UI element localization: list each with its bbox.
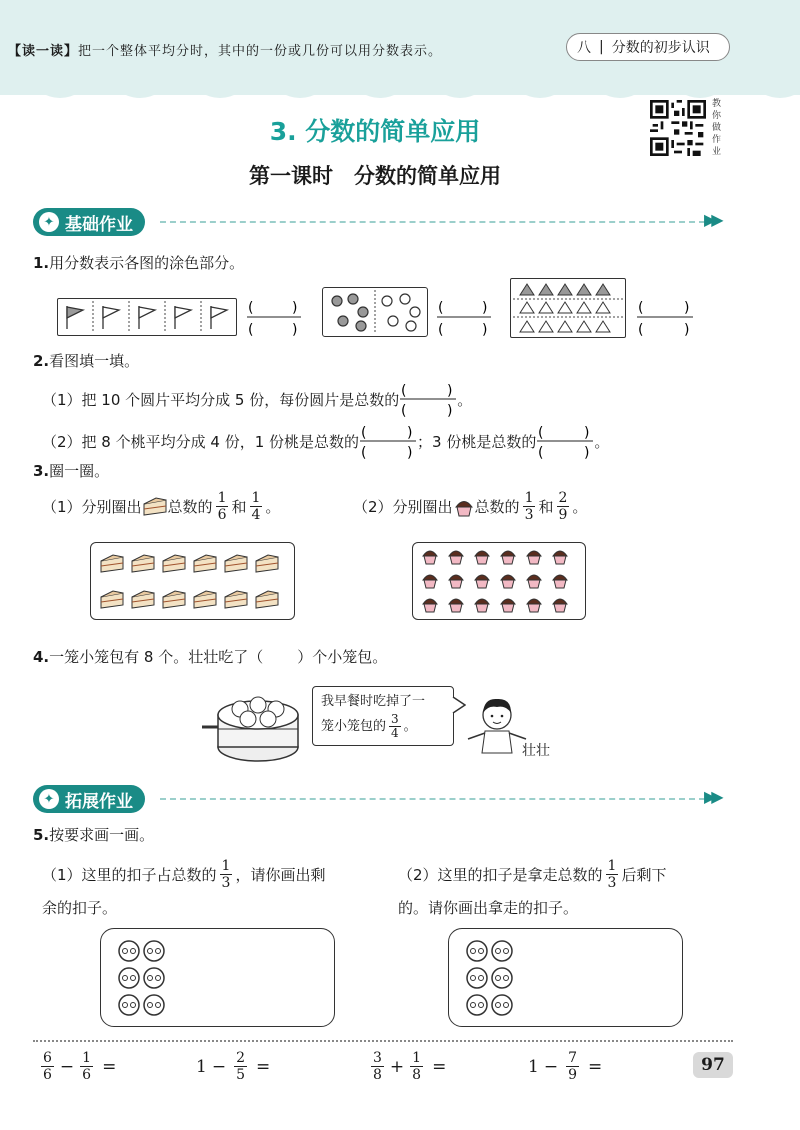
- svg-text:): ): [407, 445, 413, 460]
- svg-text:): ): [584, 445, 590, 460]
- flag-figure: [57, 298, 237, 336]
- read-label: 【读一读】: [8, 44, 79, 59]
- question-number: 3.: [33, 462, 50, 480]
- svg-text:): ): [292, 322, 298, 338]
- section-extend-label: 拓展作业: [65, 791, 133, 812]
- fraction-3-4: $\frac{3}{4}$: [391, 712, 399, 740]
- bubble-line-2: 笼小笼包的 $\frac{3}{4}$ 。: [321, 712, 417, 740]
- svg-text:): ): [407, 425, 413, 441]
- fraction-blank[interactable]: [246, 296, 302, 338]
- question-text: 用分数表示各图的涂色部分。: [49, 254, 245, 272]
- cake-grid: [91, 543, 294, 619]
- exercise-3: $\frac{3}{8}$ + $\frac{1}{8}$ =: [373, 1050, 447, 1083]
- svg-text:(: (: [438, 300, 444, 316]
- section-divider: [160, 221, 705, 223]
- svg-text:): ): [447, 383, 453, 399]
- svg-text:): ): [482, 300, 488, 316]
- cake-icon: [142, 496, 168, 518]
- part-text: 余的扣子。: [42, 899, 118, 917]
- svg-text:(: (: [361, 445, 367, 460]
- period: 。: [594, 432, 610, 451]
- read-text: 把一个整体平均分时，其中的一份或几份可以用分数表示。: [78, 44, 443, 59]
- question-number: 1.: [33, 254, 50, 272]
- unit-tag: 八 | 分数的初步认识: [566, 33, 730, 61]
- svg-text:): ): [584, 425, 590, 441]
- exercise-2: 1 − $\frac{2}{5}$ =: [196, 1050, 271, 1083]
- question-2: [33, 350, 139, 371]
- question-text: 按要求画一画。: [49, 826, 155, 844]
- svg-text:(: (: [361, 425, 367, 441]
- steamer-basket-icon: [200, 685, 305, 765]
- question-5-part-2: （2）这里的扣子是拿走总数的 $\frac{1}{3}$ 后剩下 的。请你画出拿走的扣子。: [398, 858, 738, 918]
- svg-text:): ): [447, 403, 453, 418]
- part-text: 的。请你画出拿走的扣子。: [398, 899, 579, 917]
- question-5: [33, 824, 154, 845]
- question-text: ）个小笼包。: [297, 648, 388, 666]
- svg-text:(: (: [248, 300, 254, 316]
- speech-bubble: [312, 686, 454, 746]
- svg-text:(: (: [438, 322, 444, 338]
- part-text: ；3 份桃是总数的: [417, 432, 537, 451]
- question-2-part-1: [42, 380, 472, 418]
- section-basic-badge: [33, 208, 145, 236]
- exercise-1: $\frac{6}{6}$ − $\frac{1}{6}$ =: [43, 1050, 117, 1083]
- fraction-blank[interactable]: [399, 380, 457, 418]
- question-3: [33, 460, 109, 481]
- fraction-blank[interactable]: [536, 422, 594, 460]
- svg-text:(: (: [248, 322, 254, 338]
- fraction-1-3: $\frac{1}{3}$: [607, 858, 617, 891]
- part-text: （1）把 10 个圆片平均分成 5 份，每份圆片是总数的: [42, 390, 400, 409]
- svg-text:): ): [684, 322, 690, 338]
- fraction-1-6: $\frac{1}{6}$: [217, 490, 227, 523]
- answer-blank-3[interactable]: [636, 296, 694, 342]
- svg-text:): ): [482, 322, 488, 338]
- double-arrow-icon: ▶▶: [704, 210, 719, 229]
- period: 。: [457, 390, 473, 409]
- question-number: 5.: [33, 826, 50, 844]
- svg-text:): ): [292, 300, 298, 316]
- part-text: （2）把 8 个桃平均分成 4 份，1 份桃是总数的: [42, 432, 360, 451]
- page-number: 97: [693, 1052, 733, 1078]
- unit-number: 八: [577, 40, 591, 56]
- answer-blank-1[interactable]: [246, 296, 302, 342]
- svg-text:): ): [684, 300, 690, 316]
- question-2-part-2: [42, 422, 609, 460]
- svg-text:(: (: [401, 403, 407, 418]
- button-icons: [101, 929, 181, 1026]
- boy-name: 壮壮: [522, 743, 550, 759]
- dots-figure: [322, 287, 428, 337]
- fraction-1-3: $\frac{1}{3}$: [524, 490, 534, 523]
- question-text: 一笼小笼包有 8 个。壮壮吃了（: [49, 648, 264, 666]
- fraction-blank[interactable]: [436, 296, 492, 338]
- svg-text:(: (: [638, 300, 644, 316]
- exercise-4: 1 − $\frac{7}{9}$ =: [528, 1050, 603, 1083]
- period: 。: [265, 498, 281, 516]
- answer-blank-2[interactable]: [436, 296, 492, 342]
- fraction-1-4: $\frac{1}{4}$: [251, 490, 261, 523]
- lesson-title: 3. 分数的简单应用: [269, 117, 481, 146]
- part-text: （1）分别圈出: [42, 498, 142, 516]
- svg-text:(: (: [538, 425, 544, 441]
- lesson-subtitle: 第一课时 分数的简单应用: [249, 164, 501, 188]
- double-arrow-icon: ▶▶: [704, 787, 719, 806]
- lightbulb-icon: ✦: [39, 789, 59, 809]
- section-divider: [160, 798, 705, 800]
- question-number: 2.: [33, 352, 50, 370]
- section-basic-label: 基础作业: [65, 214, 133, 235]
- fraction-1-3: $\frac{1}{3}$: [221, 858, 231, 891]
- cupcake-grid: [413, 543, 585, 619]
- fraction-blank[interactable]: [359, 422, 417, 460]
- dot-icons: [323, 288, 427, 336]
- part-text: 和: [231, 498, 247, 516]
- question-1: [33, 252, 244, 273]
- section-extend-badge: [33, 785, 145, 813]
- cupcake-icon: [453, 496, 475, 518]
- period: 。: [572, 498, 588, 516]
- footer-divider: [33, 1040, 733, 1042]
- question-3-part-1: [42, 490, 280, 523]
- part-text: 总数的: [167, 498, 213, 516]
- drawing-box-2[interactable]: [448, 928, 683, 1027]
- svg-text:(: (: [401, 383, 407, 399]
- fraction-blank[interactable]: [636, 296, 694, 338]
- question-4: [33, 646, 387, 667]
- bubble-line-1: 我早餐时吃掉了一: [321, 694, 426, 709]
- flag-icons: [58, 299, 236, 335]
- cupcake-box[interactable]: [412, 542, 586, 620]
- triangle-icons: [511, 279, 625, 337]
- read-tip: [8, 40, 442, 59]
- part-text: （2）分别圈出: [353, 498, 453, 516]
- part-text: 总数的: [474, 498, 520, 516]
- drawing-box-1[interactable]: [100, 928, 335, 1027]
- svg-text:(: (: [638, 322, 644, 338]
- cake-box[interactable]: [90, 542, 295, 620]
- part-text: 和: [538, 498, 554, 516]
- question-text: 看图填一填。: [49, 352, 140, 370]
- fraction-2-9: $\frac{2}{9}$: [558, 490, 568, 523]
- svg-text:(: (: [538, 445, 544, 460]
- lightbulb-icon: ✦: [39, 212, 59, 232]
- qr-caption: 教你做作业: [712, 99, 722, 157]
- triangle-figure: [510, 278, 626, 338]
- button-icons: [449, 929, 529, 1026]
- question-number: 4.: [33, 648, 50, 666]
- unit-title: 分数的初步认识: [611, 40, 710, 56]
- question-text: 圈一圈。: [49, 462, 110, 480]
- question-5-part-1: （1）这里的扣子占总数的 $\frac{1}{3}$ ，请你画出剩 余的扣子。: [42, 858, 382, 918]
- question-3-part-2: [353, 490, 587, 523]
